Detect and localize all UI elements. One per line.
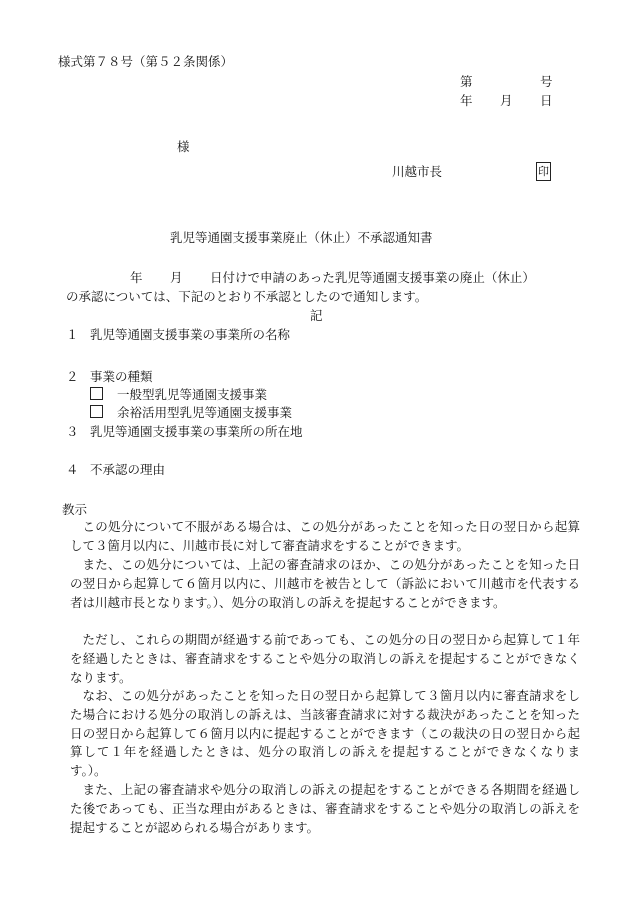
option-ippan-label: 一般型乳児等通園支援事業 [117,387,268,402]
item1-num: １ [66,327,79,342]
date-month: 月 [500,93,513,108]
intro-year: 年 [130,270,143,285]
intro-month: 月 [170,270,183,285]
item4-text: 不承認の理由 [90,462,166,477]
ref-dai: 第 [460,74,473,89]
checkbox-icon [90,387,103,400]
kyouji-heading: 教示 [62,502,88,517]
ref-go: 号 [540,74,553,89]
option-yoyuu [90,403,292,422]
kyouji-paragraph-1: この処分について不服がある場合は、この処分があったことを知った日の翌日から起算して３箇月以内に、川越市長に対して審査請求をすることができます。 [70,519,580,553]
kyouji-paragraph-3: ただし、これらの期間が経過する前であっても、この処分の日の翌日から起算して１年を経過したときは、審査請求をすることや処分の取消しの訴えを提起することができなくなります。 [70,632,580,685]
item4-num: ４ [66,462,79,477]
option-ippan [90,385,267,404]
kyouji-paragraph-5: また、上記の審査請求や処分の取消しの訴えの提起をすることができる各期間を経過した後であっても、正当な理由があるときは、審査請求をすることや処分の取消しの訴えを提起することが認められる場合があります。 [70,782,580,835]
date-day: 日 [540,93,553,108]
form-number: 様式第７８号（第５２条関係） [58,54,234,69]
item2-num: ２ [66,369,79,384]
addressee-sama: 様 [177,139,190,154]
ki-heading: 記 [310,308,323,323]
checkbox-icon [90,405,103,418]
date-year: 年 [460,93,473,108]
item2-text: 事業の種類 [90,369,153,384]
intro-line2: の承認については、下記のとおり不承認としたので通知します。 [66,289,428,304]
kyouji-paragraph-2: また、この処分については、上記の審査請求のほか、この処分があったことを知った日の翌日から起算して６箇月以内に、川越市を被告として（訴訟において川越市を代表する者は川越市長となります。）、処分の取消しの訴えを提起することができます。 [70,557,580,610]
item1-text: 乳児等通園支援事業の事業所の名称 [90,327,291,342]
seal-stamp: 印 [536,162,551,181]
kyouji-paragraph-4: なお、この処分があったことを知った日の翌日から起算して３箇月以内に審査請求をした場合における処分の取消しの訴えは、当該審査請求に対する裁決があったことを知った日の翌日から起算して６箇月以内に提起することができます（この裁決の日の翌日から起算して１年を経過したときは、処分の取消しの訴えを提起することができなくなります。）。 [70,688,580,779]
issuer: 川越市長 [392,164,443,179]
option-yoyuu-label: 余裕活用型乳児等通園支援事業 [117,405,293,420]
item3-num: ３ [66,424,79,439]
document-title: 乳児等通園支援事業廃止（休止）不承認通知書 [170,230,433,245]
intro-line1: 日付けで申請のあった乳児等通園支援事業の廃止（休止） [210,270,535,285]
item3-text: 乳児等通園支援事業の事業所の所在地 [90,424,303,439]
